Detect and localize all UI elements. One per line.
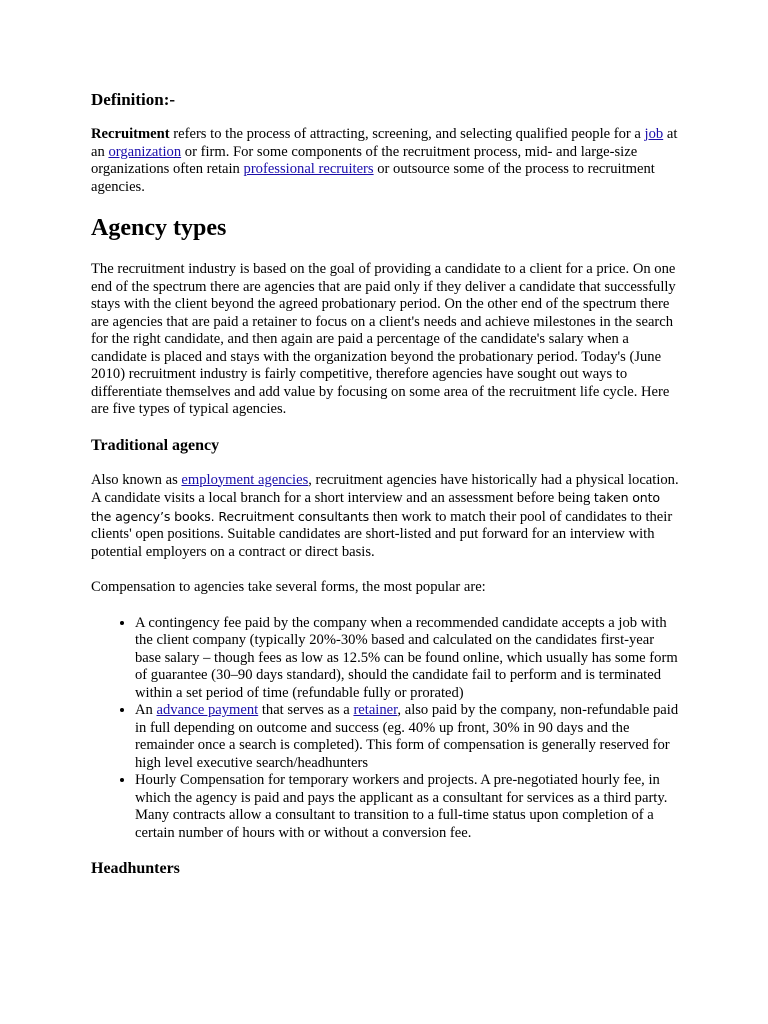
employment-agencies-link[interactable]: employment agencies xyxy=(181,471,309,488)
compensation-list xyxy=(91,615,683,843)
definition-heading: Definition:- xyxy=(91,90,176,109)
recruitment-term: Recruitment xyxy=(91,126,170,142)
document-page xyxy=(91,88,683,879)
job-link[interactable]: job xyxy=(644,126,664,142)
agency-types-heading: Agency types xyxy=(91,215,227,241)
list-item: • A contingency fee paid by the company when a recommended candidate accepts a job with the client company (typically 20%-30% based and calculated on the candidates first-year base salary – though fees as low as 12.5% can be found online, which usually has some form of guarantee (30–90 days standard), should the candidate fail to perform and is terminated within a set period of time (refundable fully or prorated) xyxy=(135,615,683,703)
list-item: • An advance payment that serves as a retainer, also paid by the company, non-refundable paid in full depending on outcome and success (eg. 40% up front, 30% in 90 days and the remainder once a search is completed). This form of compensation is generally reserved for high level executive search/headhunters xyxy=(135,702,683,772)
agency-types-paragraph: The recruitment industry is based on the goal of providing a candidate to a client for a price. On one end of the spectrum there are agencies that are paid only if they deliver a candidate that successfully stays with the client beyond the agreed probationary period. On the other end of the spectrum there are agencies that are paid a retainer to focus on a client's needs and achieve milestones in the search for the right candidate, and then again are paid a percentage of the candidate's salary when a candidate is placed and stays with the organization beyond the probationary period. Today's (June 2010) recruitment industry is fairly competitive, therefore agencies have sought out ways to differentiate themselves and add value by focusing on some area of the recruitment life cycle. Here are five types of typical agencies. xyxy=(91,261,676,417)
traditional-agency-paragraph: Also known as employment agencies, recruitment agencies have historically had a physical location. A candidate visits a local branch for a short interview and an assessment before being taken onto the agency’s books. Recruitment consultants then work to match their pool of candidates to their clients' open positions. Suitable candidates are short-listed and put forward for an interview with potential employers on a contract or direct basis. xyxy=(91,471,679,560)
professional-recruiters-link[interactable]: professional recruiters xyxy=(243,161,374,177)
headhunters-heading: Headhunters xyxy=(91,860,180,877)
organization-link[interactable]: organization xyxy=(108,143,182,160)
definition-paragraph: Recruitment refers to the process of attracting, screening, and selecting qualified people for a job at an organization or firm. For some components of the recruitment process, mid- and large-size organizations often retain professional recruiters or outsource some of the process to recruitment agencies. xyxy=(91,126,678,195)
advance-payment-link[interactable]: advance payment xyxy=(156,702,259,718)
traditional-agency-heading: Traditional agency xyxy=(91,436,220,454)
list-item: • Hourly Compensation for temporary workers and projects. A pre-negotiated hourly fee, in which the agency is paid and pays the applicant as a consultant for services as a third party. Many contracts allow a consultant to transition to a full-time status upon completion of a certain number of hours with or without a conversion fee. xyxy=(135,772,683,842)
compensation-intro: Compensation to agencies take several forms, the most popular are: xyxy=(91,579,486,595)
retainer-link[interactable]: retainer xyxy=(353,702,398,718)
